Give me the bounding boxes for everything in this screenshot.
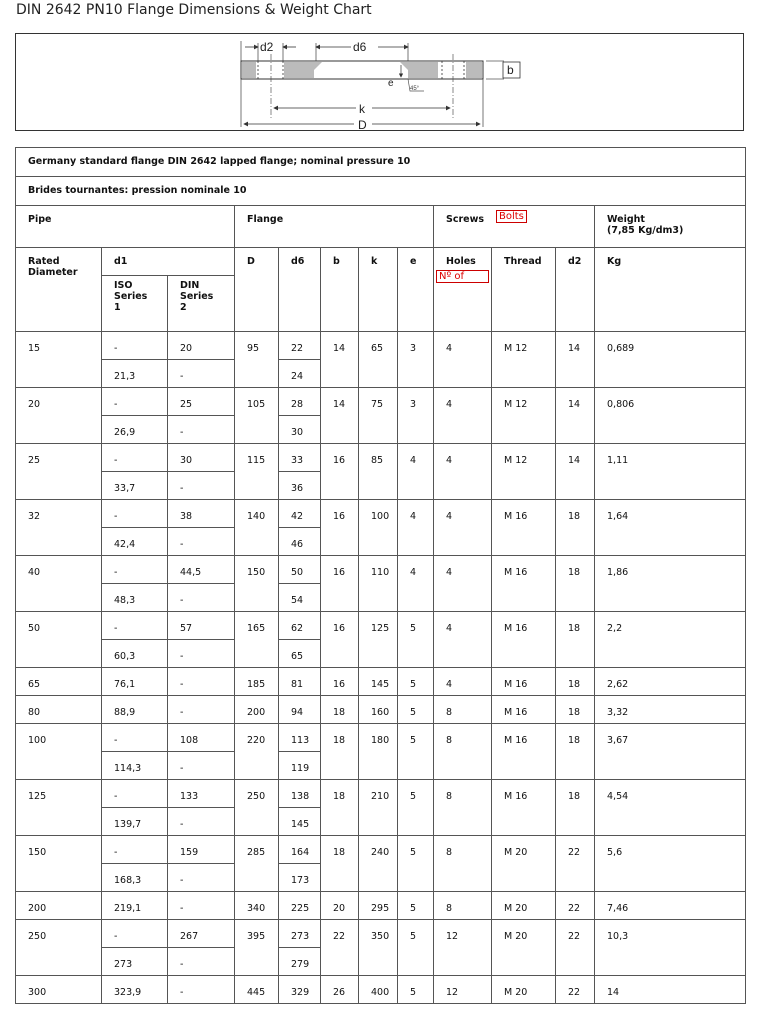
d6-dim-label: d6 bbox=[353, 40, 367, 54]
cell-din2: - bbox=[168, 416, 235, 444]
cell-b: 16 bbox=[321, 612, 359, 668]
cell-D: 95 bbox=[235, 332, 279, 388]
table-row bbox=[16, 556, 746, 584]
cell-e: 5 bbox=[398, 976, 434, 1004]
cell-d6: 94 bbox=[279, 696, 321, 724]
cell-din: 108 bbox=[168, 724, 235, 752]
cell-din2: - bbox=[168, 864, 235, 892]
header-e: e bbox=[398, 248, 434, 332]
cell-iso2: 139,7 bbox=[102, 808, 168, 836]
cell-thread: M 12 bbox=[492, 332, 556, 388]
cell-D: 150 bbox=[235, 556, 279, 612]
cell-kg: 3,67 bbox=[595, 724, 746, 780]
cell-din2: - bbox=[168, 640, 235, 668]
cell-d2: 18 bbox=[556, 696, 595, 724]
cell-d6b: 54 bbox=[279, 584, 321, 612]
table-row bbox=[16, 332, 746, 360]
cell-iso: - bbox=[102, 444, 168, 472]
b-dim-label: b bbox=[507, 63, 514, 77]
cell-k: 160 bbox=[359, 696, 398, 724]
table-row bbox=[16, 724, 746, 752]
cell-e: 5 bbox=[398, 780, 434, 836]
cell-iso: 88,9 bbox=[102, 696, 168, 724]
cell-dn: 100 bbox=[16, 724, 102, 780]
cell-D: 220 bbox=[235, 724, 279, 780]
cell-din: 30 bbox=[168, 444, 235, 472]
cell-d6b: 279 bbox=[279, 948, 321, 976]
cell-D: 165 bbox=[235, 612, 279, 668]
cell-b: 18 bbox=[321, 724, 359, 780]
cell-dn: 200 bbox=[16, 892, 102, 920]
cell-d6b: 24 bbox=[279, 360, 321, 388]
header-holes bbox=[434, 248, 492, 332]
header-rated-diameter bbox=[16, 248, 102, 332]
cell-D: 140 bbox=[235, 500, 279, 556]
cell-din: - bbox=[168, 668, 235, 696]
header-weight-line1: Weight bbox=[607, 214, 645, 225]
cell-d6b: 36 bbox=[279, 472, 321, 500]
d2-dim-label: d2 bbox=[260, 40, 274, 54]
cell-iso: - bbox=[102, 500, 168, 528]
cell-iso2: 21,3 bbox=[102, 360, 168, 388]
cell-thread: M 16 bbox=[492, 556, 556, 612]
k-dim-label: k bbox=[359, 102, 365, 116]
cell-holes: 4 bbox=[434, 332, 492, 388]
cell-d2: 14 bbox=[556, 444, 595, 500]
cell-din: 57 bbox=[168, 612, 235, 640]
cell-d6: 28 bbox=[279, 388, 321, 416]
header-pipe: Pipe bbox=[16, 206, 235, 248]
cell-b: 18 bbox=[321, 780, 359, 836]
table-row bbox=[16, 696, 746, 724]
cell-iso: - bbox=[102, 388, 168, 416]
cell-holes: 4 bbox=[434, 388, 492, 444]
cell-iso: - bbox=[102, 556, 168, 584]
cell-kg: 4,54 bbox=[595, 780, 746, 836]
cell-iso2: 26,9 bbox=[102, 416, 168, 444]
cell-D: 340 bbox=[235, 892, 279, 920]
cell-k: 180 bbox=[359, 724, 398, 780]
cell-din2: - bbox=[168, 472, 235, 500]
header-d6: d6 bbox=[279, 248, 321, 332]
cell-d2: 18 bbox=[556, 556, 595, 612]
angle-label: 45° bbox=[410, 86, 420, 92]
cell-thread: M 16 bbox=[492, 780, 556, 836]
cell-d6: 42 bbox=[279, 500, 321, 528]
cell-d2: 18 bbox=[556, 612, 595, 668]
cell-kg: 0,806 bbox=[595, 388, 746, 444]
cell-din: 25 bbox=[168, 388, 235, 416]
cell-iso2: 168,3 bbox=[102, 864, 168, 892]
bolts-annotation: Bolts bbox=[496, 210, 527, 223]
cell-din: 44,5 bbox=[168, 556, 235, 584]
cell-holes: 4 bbox=[434, 612, 492, 668]
cell-iso: - bbox=[102, 780, 168, 808]
table-row bbox=[16, 500, 746, 528]
cell-iso2: 60,3 bbox=[102, 640, 168, 668]
cell-holes: 8 bbox=[434, 780, 492, 836]
cell-holes: 12 bbox=[434, 920, 492, 976]
cell-b: 16 bbox=[321, 444, 359, 500]
cell-holes: 8 bbox=[434, 724, 492, 780]
cell-iso: - bbox=[102, 836, 168, 864]
header-rated-line2: Diameter bbox=[28, 267, 78, 278]
cell-d6: 81 bbox=[279, 668, 321, 696]
flange-table bbox=[15, 147, 746, 1004]
cell-din2: - bbox=[168, 584, 235, 612]
cell-iso: 219,1 bbox=[102, 892, 168, 920]
cell-kg: 3,32 bbox=[595, 696, 746, 724]
cell-e: 4 bbox=[398, 444, 434, 500]
table-caption-fr: Brides tournantes: pression nominale 10 bbox=[16, 177, 746, 206]
cell-k: 85 bbox=[359, 444, 398, 500]
cell-din2: - bbox=[168, 360, 235, 388]
cell-d6b: 46 bbox=[279, 528, 321, 556]
header-holes-label: Holes bbox=[446, 256, 476, 267]
cell-iso: 323,9 bbox=[102, 976, 168, 1004]
cell-dn: 40 bbox=[16, 556, 102, 612]
cell-k: 75 bbox=[359, 388, 398, 444]
header-thread: Thread bbox=[492, 248, 556, 332]
cell-D: 185 bbox=[235, 668, 279, 696]
flange-diagram bbox=[15, 33, 744, 131]
e-dim-label: e bbox=[388, 78, 394, 89]
cell-holes: 4 bbox=[434, 556, 492, 612]
cell-d2: 22 bbox=[556, 836, 595, 892]
table-row bbox=[16, 668, 746, 696]
cell-e: 5 bbox=[398, 892, 434, 920]
header-d2: d2 bbox=[556, 248, 595, 332]
cell-iso2: 33,7 bbox=[102, 472, 168, 500]
cell-b: 14 bbox=[321, 332, 359, 388]
cell-holes: 8 bbox=[434, 696, 492, 724]
cell-thread: M 16 bbox=[492, 724, 556, 780]
cell-d6b: 30 bbox=[279, 416, 321, 444]
cell-kg: 1,11 bbox=[595, 444, 746, 500]
cell-iso2: 273 bbox=[102, 948, 168, 976]
cell-iso2: 42,4 bbox=[102, 528, 168, 556]
cell-din2: - bbox=[168, 948, 235, 976]
cell-iso: 76,1 bbox=[102, 668, 168, 696]
cell-kg: 14 bbox=[595, 976, 746, 1004]
cell-k: 400 bbox=[359, 976, 398, 1004]
header-d1: d1 bbox=[102, 248, 235, 276]
no-of-annotation: Nº of bbox=[436, 270, 489, 283]
cell-e: 3 bbox=[398, 388, 434, 444]
cell-D: 200 bbox=[235, 696, 279, 724]
cell-iso2: 48,3 bbox=[102, 584, 168, 612]
cell-dn: 15 bbox=[16, 332, 102, 388]
cell-b: 26 bbox=[321, 976, 359, 1004]
cell-holes: 4 bbox=[434, 500, 492, 556]
cell-din: 159 bbox=[168, 836, 235, 864]
cell-kg: 7,46 bbox=[595, 892, 746, 920]
header-screws bbox=[434, 206, 595, 248]
cell-thread: M 16 bbox=[492, 612, 556, 668]
cell-kg: 2,62 bbox=[595, 668, 746, 696]
cell-d6: 225 bbox=[279, 892, 321, 920]
cell-e: 4 bbox=[398, 556, 434, 612]
cell-d6b: 65 bbox=[279, 640, 321, 668]
cell-kg: 0,689 bbox=[595, 332, 746, 388]
cell-thread: M 20 bbox=[492, 836, 556, 892]
cell-D: 395 bbox=[235, 920, 279, 976]
cell-e: 5 bbox=[398, 696, 434, 724]
cell-din: 20 bbox=[168, 332, 235, 360]
table-row bbox=[16, 920, 746, 948]
cell-thread: M 12 bbox=[492, 388, 556, 444]
cell-iso: - bbox=[102, 920, 168, 948]
cell-holes: 4 bbox=[434, 668, 492, 696]
header-rated-line1: Rated bbox=[28, 256, 60, 267]
header-screws-label: Screws bbox=[446, 214, 485, 225]
cell-holes: 4 bbox=[434, 444, 492, 500]
cell-k: 145 bbox=[359, 668, 398, 696]
cell-k: 125 bbox=[359, 612, 398, 668]
header-flange: Flange bbox=[235, 206, 434, 248]
cell-e: 5 bbox=[398, 612, 434, 668]
cell-d6: 22 bbox=[279, 332, 321, 360]
cell-D: 105 bbox=[235, 388, 279, 444]
cell-d6: 62 bbox=[279, 612, 321, 640]
cell-k: 100 bbox=[359, 500, 398, 556]
cell-thread: M 16 bbox=[492, 668, 556, 696]
cell-e: 5 bbox=[398, 724, 434, 780]
cell-k: 350 bbox=[359, 920, 398, 976]
cell-thread: M 16 bbox=[492, 500, 556, 556]
cell-din: - bbox=[168, 976, 235, 1004]
cell-e: 5 bbox=[398, 668, 434, 696]
header-weight bbox=[595, 206, 746, 248]
cell-dn: 80 bbox=[16, 696, 102, 724]
table-caption-de: Germany standard flange DIN 2642 lapped flange; nominal pressure 10 bbox=[16, 148, 746, 177]
cell-thread: M 20 bbox=[492, 976, 556, 1004]
cell-d6: 273 bbox=[279, 920, 321, 948]
cell-k: 240 bbox=[359, 836, 398, 892]
cell-kg: 2,2 bbox=[595, 612, 746, 668]
cell-din: - bbox=[168, 696, 235, 724]
cell-d6: 33 bbox=[279, 444, 321, 472]
cell-holes: 8 bbox=[434, 836, 492, 892]
cell-k: 65 bbox=[359, 332, 398, 388]
cell-D: 250 bbox=[235, 780, 279, 836]
cell-iso: - bbox=[102, 332, 168, 360]
cell-b: 16 bbox=[321, 556, 359, 612]
cell-din: 38 bbox=[168, 500, 235, 528]
table-row bbox=[16, 388, 746, 416]
header-k: k bbox=[359, 248, 398, 332]
cell-thread: M 12 bbox=[492, 444, 556, 500]
cell-d6: 138 bbox=[279, 780, 321, 808]
cell-d2: 18 bbox=[556, 780, 595, 836]
table-row bbox=[16, 444, 746, 472]
cell-din: - bbox=[168, 892, 235, 920]
cell-b: 18 bbox=[321, 836, 359, 892]
cell-e: 5 bbox=[398, 920, 434, 976]
cell-e: 4 bbox=[398, 500, 434, 556]
header-b: b bbox=[321, 248, 359, 332]
cell-thread: M 20 bbox=[492, 920, 556, 976]
cell-kg: 10,3 bbox=[595, 920, 746, 976]
cell-din: 133 bbox=[168, 780, 235, 808]
cell-d6: 329 bbox=[279, 976, 321, 1004]
table-row bbox=[16, 612, 746, 640]
header-weight-line2: (7,85 Kg/dm3) bbox=[607, 225, 684, 236]
cell-d6: 50 bbox=[279, 556, 321, 584]
cell-dn: 300 bbox=[16, 976, 102, 1004]
D-dim-label: D bbox=[358, 118, 367, 132]
cell-dn: 50 bbox=[16, 612, 102, 668]
cell-d6b: 145 bbox=[279, 808, 321, 836]
cell-d6: 164 bbox=[279, 836, 321, 864]
cell-d6b: 119 bbox=[279, 752, 321, 780]
cell-d2: 18 bbox=[556, 724, 595, 780]
table-row bbox=[16, 892, 746, 920]
cell-d2: 18 bbox=[556, 500, 595, 556]
cell-e: 5 bbox=[398, 836, 434, 892]
cell-D: 285 bbox=[235, 836, 279, 892]
cell-b: 20 bbox=[321, 892, 359, 920]
cell-dn: 250 bbox=[16, 920, 102, 976]
page-title: DIN 2642 PN10 Flange Dimensions & Weight Chart bbox=[16, 2, 372, 18]
cell-b: 16 bbox=[321, 500, 359, 556]
cell-dn: 20 bbox=[16, 388, 102, 444]
cell-holes: 8 bbox=[434, 892, 492, 920]
cell-d2: 22 bbox=[556, 976, 595, 1004]
cell-din2: - bbox=[168, 752, 235, 780]
cell-D: 445 bbox=[235, 976, 279, 1004]
cell-e: 3 bbox=[398, 332, 434, 388]
cell-d2: 14 bbox=[556, 332, 595, 388]
cell-dn: 65 bbox=[16, 668, 102, 696]
cell-iso: - bbox=[102, 612, 168, 640]
cell-thread: M 16 bbox=[492, 696, 556, 724]
cell-kg: 1,86 bbox=[595, 556, 746, 612]
cell-iso2: 114,3 bbox=[102, 752, 168, 780]
cell-b: 16 bbox=[321, 668, 359, 696]
cell-iso: - bbox=[102, 724, 168, 752]
cell-k: 110 bbox=[359, 556, 398, 612]
cell-b: 18 bbox=[321, 696, 359, 724]
cell-dn: 125 bbox=[16, 780, 102, 836]
cell-din2: - bbox=[168, 808, 235, 836]
cell-k: 210 bbox=[359, 780, 398, 836]
cell-dn: 32 bbox=[16, 500, 102, 556]
cell-din: 267 bbox=[168, 920, 235, 948]
cell-kg: 5,6 bbox=[595, 836, 746, 892]
cell-d2: 22 bbox=[556, 920, 595, 976]
table-row bbox=[16, 976, 746, 1004]
cell-thread: M 20 bbox=[492, 892, 556, 920]
cell-b: 14 bbox=[321, 388, 359, 444]
cell-k: 295 bbox=[359, 892, 398, 920]
cell-b: 22 bbox=[321, 920, 359, 976]
cell-d2: 14 bbox=[556, 388, 595, 444]
cell-dn: 150 bbox=[16, 836, 102, 892]
header-din-series-2: DIN Series 2 bbox=[168, 276, 235, 332]
table-row bbox=[16, 836, 746, 864]
table-row bbox=[16, 780, 746, 808]
cell-kg: 1,64 bbox=[595, 500, 746, 556]
flange-cross-section-drawing bbox=[16, 34, 745, 132]
cell-d6: 113 bbox=[279, 724, 321, 752]
header-kg: Kg bbox=[595, 248, 746, 332]
cell-D: 115 bbox=[235, 444, 279, 500]
cell-din2: - bbox=[168, 528, 235, 556]
cell-d2: 22 bbox=[556, 892, 595, 920]
header-D: D bbox=[235, 248, 279, 332]
cell-holes: 12 bbox=[434, 976, 492, 1004]
cell-d2: 18 bbox=[556, 668, 595, 696]
cell-dn: 25 bbox=[16, 444, 102, 500]
header-iso-series-1: ISO Series 1 bbox=[102, 276, 168, 332]
cell-d6b: 173 bbox=[279, 864, 321, 892]
